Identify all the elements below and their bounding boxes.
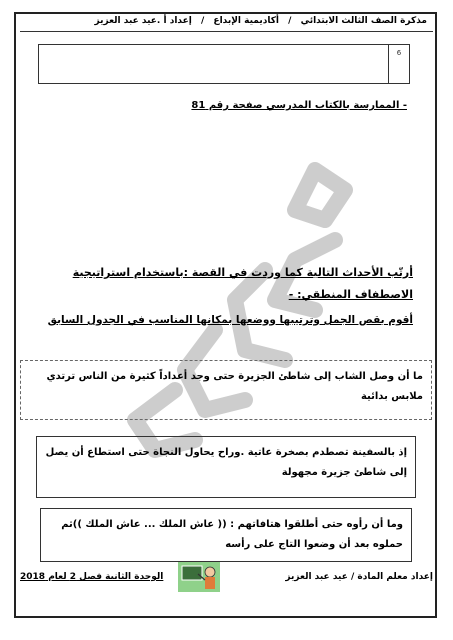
page-footer xyxy=(20,572,433,582)
header-author: إعداد أ .عيد عبد العزيز xyxy=(94,16,192,26)
answer-cell xyxy=(39,45,388,83)
event-card[interactable]: إذ بالسفينة تصطدم بصخرة عاتية .وراح يحاول النجاة حتى استطاع أن يصل إلى شاطئ جزيرة مجهولة xyxy=(36,436,416,498)
header-academy: أكاديمية الإبداع xyxy=(213,16,280,26)
event-card[interactable]: وما أن رأوه حتى أطلقوا هتافاتهم : (( عاش الملك ... عاش الملك ))ثم حملوه بعد أن وضعوا التاج على رأسه xyxy=(40,508,412,562)
footer-unit: الوحدة الثانية فصل 2 لعام 2018 xyxy=(20,572,164,582)
header-separator: / xyxy=(200,16,205,26)
practice-note: - الممارسة بالكتاب المدرسي صفحة رقم 81 xyxy=(191,100,407,111)
sequence-table xyxy=(38,44,410,84)
header-title: مذكرة الصف الثالث الابتدائي xyxy=(300,16,427,26)
page-header xyxy=(20,14,433,32)
instruction-subtitle: أقوم بقص الجمل وترتيبها ووضعها بمكانها المناسب في الجدول السابق xyxy=(47,314,413,326)
event-card[interactable]: ما أن وصل الشاب إلى شاطئ الجزيرة حتى وجد أعداداً كثيرة من الناس ترتدي ملابس بدائية xyxy=(20,360,432,420)
instruction-title: أرتّب الأحداث التالية كما وردت في القصة :باستخدام استراتيجية الاصطفاف المنطقي: - xyxy=(72,266,413,301)
teacher-clipart-icon xyxy=(178,562,220,592)
row-number-cell: 6 xyxy=(388,45,409,83)
header-separator: / xyxy=(288,16,292,26)
footer-teacher: إعداد معلم المادة / عيد عبد العزيز xyxy=(285,572,433,582)
